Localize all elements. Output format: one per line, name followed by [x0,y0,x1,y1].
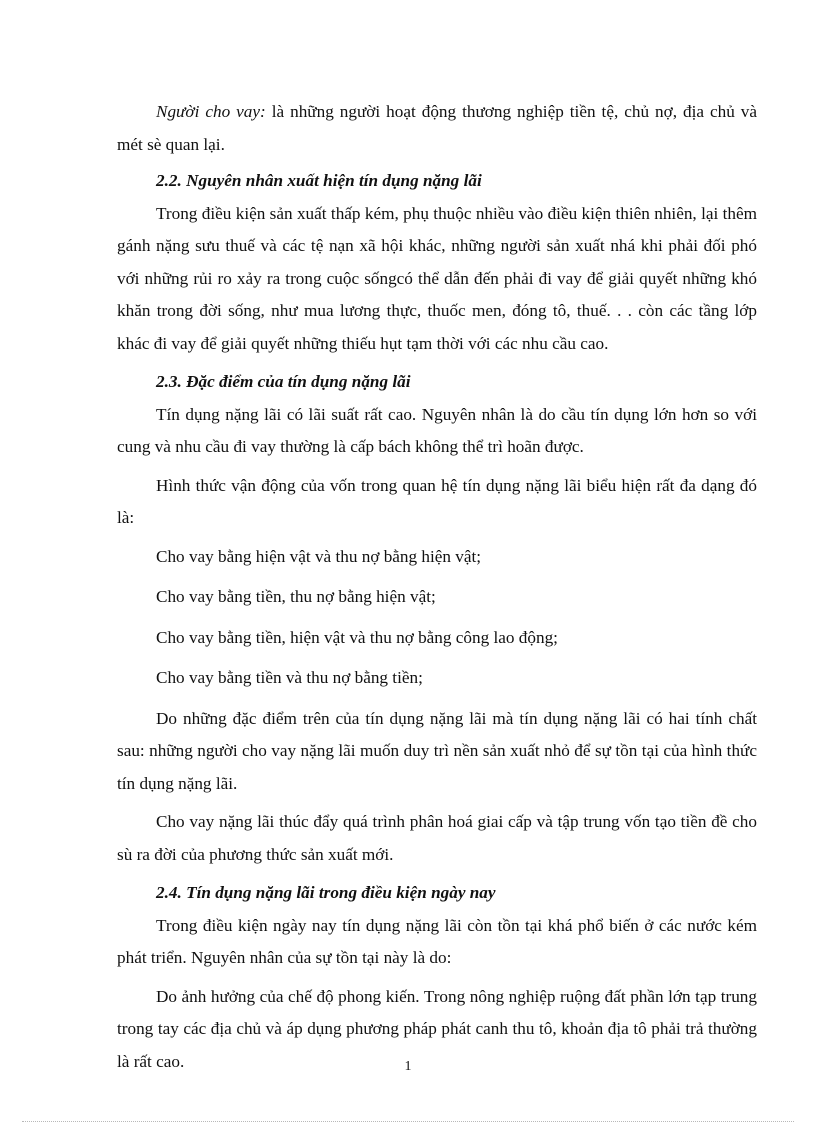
paragraph-class-division: Cho vay nặng lãi thúc đẩy quá trình phân hoá giai cấp và tập trung vốn tạo tiền đề cho sù ra đời của phương thức sản xuất mới. [117,812,757,864]
paragraph-feudal: Do ảnh hưởng của chế độ phong kiến. Trong nông nghiệp ruộng đất phần lớn tạp trung trong tay các địa chủ và áp dụng phương pháp phát canh thu tô, khoản địa tô phải trả thường là rất cao. [117,986,757,1071]
list-item: Cho vay bằng tiền, thu nợ bằng hiện vật; [156,587,436,606]
heading-2-3: 2.3. Đặc điểm của tín dụng nặng lãi [156,372,411,391]
heading-2-4: 2.4. Tín dụng nặng lãi trong điều kiện ngày nay [156,883,496,902]
list-item: Cho vay bằng hiện vật và thu nợ bằng hiện vật; [156,546,482,566]
page-number: 1 [404,1059,412,1074]
paragraph-lenders [117,96,757,161]
paragraph-characteristics: Do những đặc điểm trên của tín dụng nặng lãi mà tín dụng nặng lãi có hai tính chất sau: những người cho vay nặng lãi muốn duy trì nền sản xuất nhỏ để sự tồn tại của hình thức tín dụng nặng lãi. [117,708,757,793]
document-page [117,96,757,1084]
term-lender: Người cho vay: [156,102,266,121]
paragraph-high-interest: Tín dụng nặng lãi có lãi suất rất cao. Nguyên nhân là do cầu tín dụng lớn hơn so với cung và nhu cầu đi vay thường là cấp bách không thể trì hoãn được. [117,404,757,456]
paragraph-causes: Trong điều kiện sản xuất thấp kém, phụ thuộc nhiều vào điều kiện thiên nhiên, lại thêm gánh nặng sưu thuế và các tệ nạn xã hội khác, những người sản xuất nhá khi phải đối phó với những rủi ro xảy ra trong cuộc sốngcó thể dẫn đến phải đi vay để giải quyết những khó khăn trong đời sống, như mua lương thực, thuốc men, đóng tô, thuế. . . còn các tầng lớp khác đi vay để giải quyết những thiếu hụt tạm thời với các nhu cầu cao. [117,203,757,353]
heading-2-2: 2.2. Nguyên nhân xuất hiện tín dụng nặng lãi [156,171,482,190]
paragraph-today: Trong điều kiện ngày nay tín dụng nặng lãi còn tồn tại khá phổ biến ở các nước kém phát triển. Nguyên nhân của sự tồn tại này là do: [117,915,757,967]
paragraph-forms: Hình thức vận động của vốn trong quan hệ tín dụng nặng lãi biểu hiện rất đa dạng đó là: [117,475,757,527]
footer-divider [22,1121,794,1122]
paragraph-lenders-text: là những người hoạt động thương nghiệp tiền tệ, chủ nợ, địa chủ và mét sè quan lại. [117,102,757,154]
list-item: Cho vay bằng tiền và thu nợ bằng tiền; [156,668,423,687]
list-item: Cho vay bằng tiền, hiện vật và thu nợ bằng công lao động; [156,627,558,647]
